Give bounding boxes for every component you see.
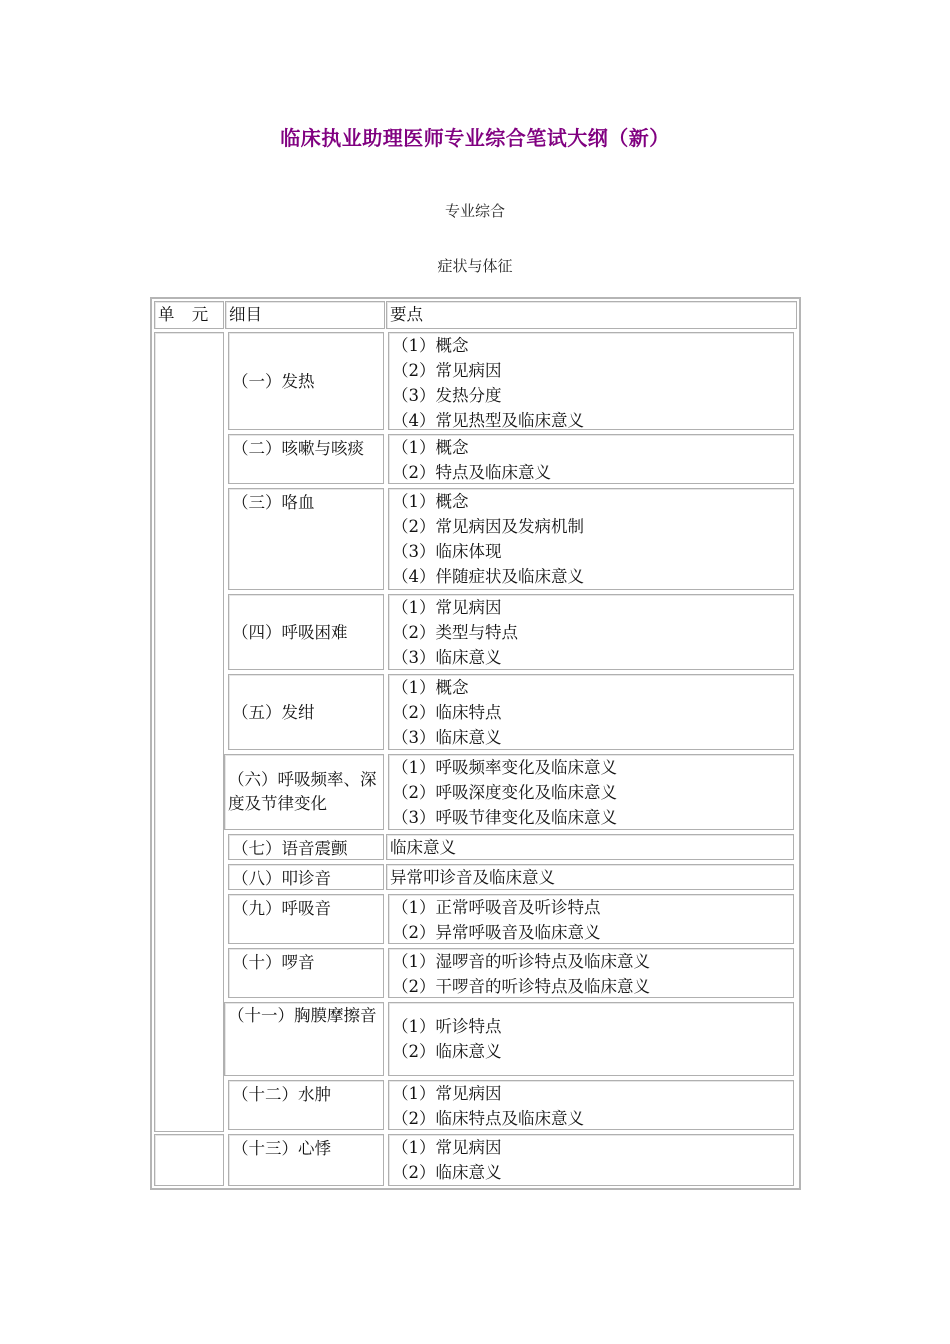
point: （3）临床意义 — [392, 648, 502, 667]
header-points — [386, 301, 797, 329]
point: （3）发热分度 — [392, 386, 502, 405]
header-points-label: 要点 — [390, 305, 423, 324]
header-unit — [154, 301, 224, 329]
item-label: （三）咯血 — [232, 493, 315, 512]
table-row-item — [224, 754, 384, 830]
item-label: （十一）胸膜摩擦音 — [228, 1006, 377, 1025]
item-label: （十）啰音 — [232, 953, 315, 972]
point: 异常叩诊音及临床意义 — [390, 868, 555, 887]
point: （2）临床意义 — [392, 1042, 502, 1061]
header-item-label: 细目 — [229, 305, 262, 324]
table-row-points — [388, 948, 794, 998]
table-row-points — [388, 674, 794, 750]
point: （2）常见病因及发病机制 — [392, 517, 584, 536]
table-row-item — [228, 894, 384, 944]
table-row-points — [388, 894, 794, 944]
point: （3）临床意义 — [392, 728, 502, 747]
table-row-points — [386, 864, 794, 890]
item-label: （二）咳嗽与咳痰 — [232, 439, 364, 458]
table-row-item — [228, 674, 384, 750]
header-item — [225, 301, 385, 329]
point: （1）概念 — [392, 492, 469, 511]
item-label: （五）发绀 — [232, 702, 315, 722]
item-label: （八）叩诊音 — [232, 869, 331, 888]
item-label: （十三）心悸 — [232, 1139, 331, 1158]
point: （1）呼吸频率变化及临床意义 — [392, 758, 617, 777]
table-row-item — [228, 1134, 384, 1186]
table-row-points — [388, 488, 794, 590]
table-row-item — [228, 434, 384, 484]
table-row-points — [388, 1080, 794, 1130]
point: （2）呼吸深度变化及临床意义 — [392, 783, 617, 802]
table-row-points — [388, 1134, 794, 1186]
point: （4）常见热型及临床意义 — [392, 411, 584, 430]
syllabus-table — [150, 297, 801, 1190]
point: （1）概念 — [392, 438, 469, 457]
point: （2）临床特点及临床意义 — [392, 1109, 584, 1128]
header-unit-label: 单 元 — [158, 305, 215, 324]
point: （2）临床意义 — [392, 1163, 502, 1182]
point: （2）异常呼吸音及临床意义 — [392, 923, 601, 942]
document-title: 临床执业助理医师专业综合笔试大纲（新） — [280, 126, 670, 150]
item-label: （一）发热 — [232, 371, 315, 391]
point: （2）特点及临床意义 — [392, 463, 551, 482]
point: （3）临床体现 — [392, 542, 502, 561]
table-row-item — [228, 948, 384, 998]
point: （2）临床特点 — [392, 703, 502, 722]
point: （1）听诊特点 — [392, 1017, 502, 1036]
point: 临床意义 — [390, 838, 456, 857]
table-row-item — [224, 1002, 384, 1076]
section-title: 症状与体征 — [437, 257, 513, 275]
unit-cell — [154, 1134, 224, 1186]
point: （1）常见病因 — [392, 1138, 502, 1157]
item-label: （十二）水肿 — [232, 1085, 331, 1104]
table-row-points — [388, 754, 794, 830]
point: （2）干啰音的听诊特点及临床意义 — [392, 977, 650, 996]
point: （1）常见病因 — [392, 598, 502, 617]
item-label: （九）呼吸音 — [232, 899, 331, 918]
table-row-item — [228, 488, 384, 590]
item-label: （四）呼吸困难 — [232, 622, 348, 642]
table-row-item — [228, 594, 384, 670]
point: （1）概念 — [392, 336, 469, 355]
item-label: （七）语音震颤 — [232, 839, 348, 858]
document-subtitle: 专业综合 — [444, 202, 505, 220]
table-row-item — [228, 1080, 384, 1130]
point: （1）正常呼吸音及听诊特点 — [392, 898, 601, 917]
point: （1）常见病因 — [392, 1084, 502, 1103]
item-label: （六）呼吸频率、深度及节律变化 — [228, 770, 377, 813]
table-row-item — [228, 332, 384, 430]
point: （1）概念 — [392, 678, 469, 697]
point: （4）伴随症状及临床意义 — [392, 567, 584, 586]
table-row-points — [388, 594, 794, 670]
unit-cell — [154, 332, 224, 1132]
point: （2）类型与特点 — [392, 623, 518, 642]
table-row-points — [386, 834, 794, 860]
point: （2）常见病因 — [392, 361, 502, 380]
point: （1）湿啰音的听诊特点及临床意义 — [392, 952, 650, 971]
table-row-item — [228, 834, 384, 860]
point: （3）呼吸节律变化及临床意义 — [392, 808, 617, 827]
table-row-points — [388, 434, 794, 484]
table-row-points — [388, 332, 794, 430]
table-row-points — [388, 1002, 794, 1076]
table-row-item — [228, 864, 384, 890]
